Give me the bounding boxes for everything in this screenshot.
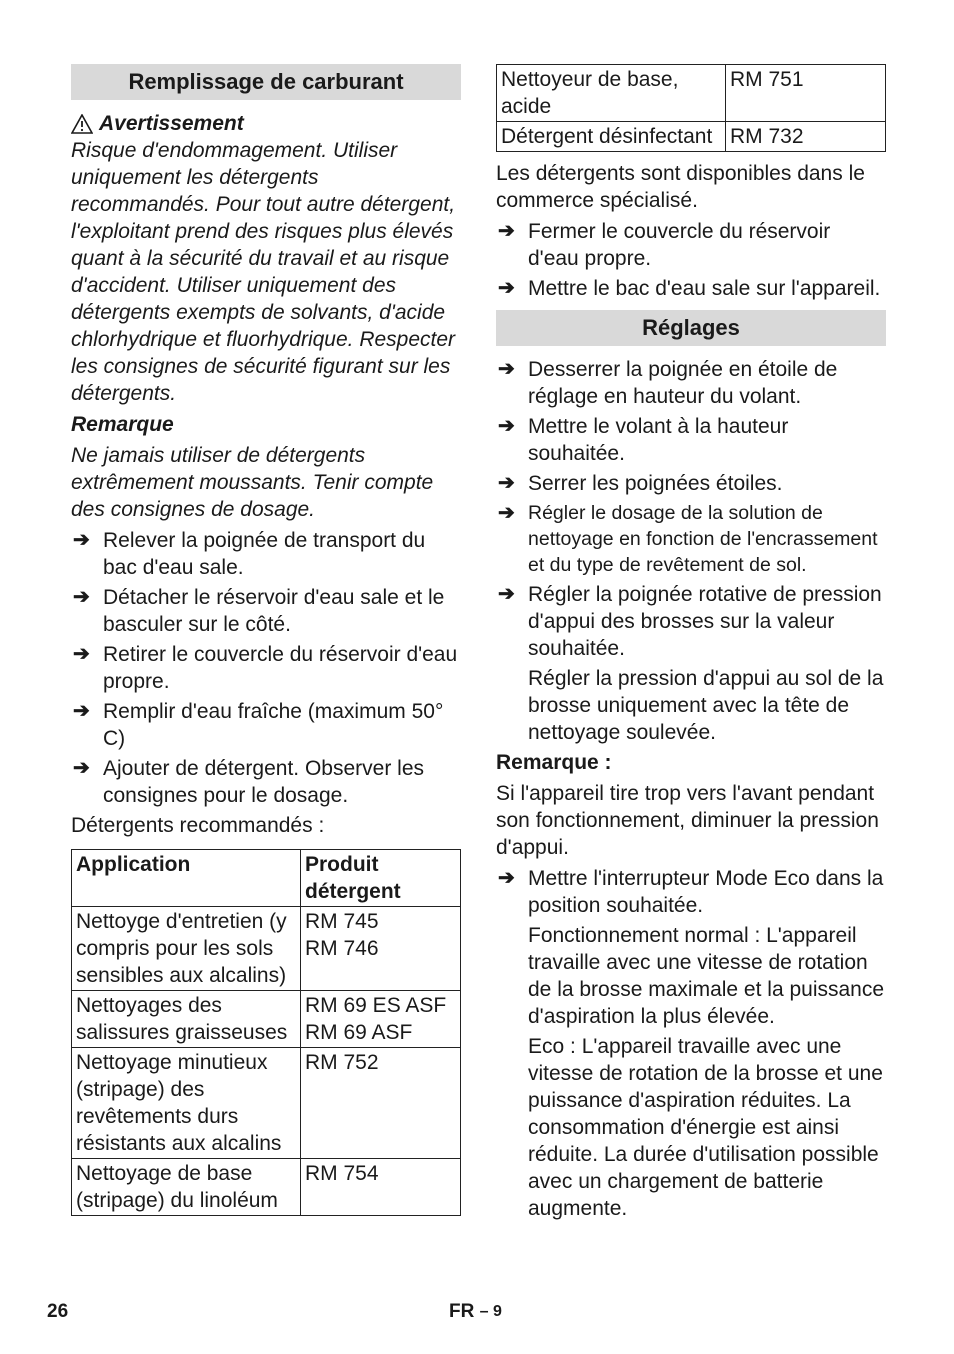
table-cell: RM 754 (301, 1159, 461, 1216)
list-item: ➔ Fermer le couvercle du réservoir d'eau propre. (498, 220, 831, 270)
table-header-row (72, 850, 461, 907)
arrow-icon: ➔ (498, 277, 515, 299)
table-cell: RM 751 (726, 65, 886, 122)
table-cell: Nettoyages des salissures graisseuses (72, 991, 301, 1048)
table-row (72, 991, 461, 1048)
section-page-number: – 9 (479, 1303, 502, 1320)
list-item: ➔ Desserrer la poignée en étoile de réglage en hauteur du volant. (498, 358, 838, 408)
table-row (72, 1159, 461, 1216)
table-row (497, 122, 886, 152)
arrow-icon: ➔ (498, 502, 515, 524)
pressure-note: Régler la pression d'appui au sol de la brosse uniquement avec la tête de nettoyage soulevée. (528, 667, 884, 744)
list-item: ➔ Mettre le volant à la hauteur souhaitée. (498, 415, 789, 465)
settings-steps-list (496, 356, 886, 662)
arrow-icon: ➔ (73, 529, 90, 551)
list-item: ➔ Serrer les poignées étoiles. (498, 472, 783, 495)
list-item: ➔ Remplir d'eau fraîche (maximum 50° C) (73, 700, 444, 750)
table-cell: RM 69 ES ASF RM 69 ASF (301, 991, 461, 1048)
list-item: ➔ Mettre le bac d'eau sale sur l'appareil. (498, 277, 881, 300)
arrow-icon: ➔ (498, 867, 515, 889)
page-number: 26 (47, 1301, 69, 1322)
note-text: Si l'appareil tire trop vers l'avant pendant son fonctionnement, diminuer la pression d'appui. (496, 782, 879, 859)
list-item: ➔ Mettre l'interrupteur Mode Eco dans la position souhaitée. (498, 867, 884, 917)
table-cell: Nettoyage de base (stripage) du linoléum (72, 1159, 301, 1216)
arrow-icon: ➔ (498, 358, 515, 380)
table-cell: RM 752 (301, 1048, 461, 1159)
arrow-icon: ➔ (73, 757, 90, 779)
list-item: ➔ Relever la poignée de transport du bac d'eau sale. (73, 529, 426, 579)
detergent-table (71, 849, 461, 1216)
warning-title (71, 110, 461, 137)
table-header: Application (72, 850, 301, 907)
section-heading-settings: Réglages (496, 310, 886, 346)
warning-title-text: Avertissement (99, 112, 244, 135)
table-cell: Nettoyge d'entretien (y compris pour les sols sensibles aux alcalins) (72, 907, 301, 991)
arrow-icon: ➔ (498, 220, 515, 242)
eco-mode-text: Eco : L'appareil travaille avec une vitesse de rotation de la brosse et une puissance d'aspiration réduites. La consommation d'énergie est ainsi réduite. La durée d'utilisation possible avec un chargement de batterie augmente. (528, 1035, 883, 1220)
table-cell: Détergent désinfectant (497, 122, 726, 152)
arrow-icon: ➔ (498, 583, 515, 605)
table-cell: Nettoyage minutieux (stripage) des revêtements durs résistants aux alcalins (72, 1048, 301, 1159)
list-item: ➔ Détacher le réservoir d'eau sale et le basculer sur le côté. (73, 586, 445, 636)
table-cell: Nettoyeur de base, acide (497, 65, 726, 122)
note-title: Remarque : (496, 751, 612, 774)
language-code: FR (449, 1301, 475, 1322)
detergent-table-continued (496, 64, 886, 152)
note-text: Ne jamais utiliser de détergents extrêmement moussants. Tenir compte des consignes de dosage. (71, 444, 434, 521)
section-heading-fuel: Remplissage de carburant (71, 64, 461, 100)
table-cell: RM 732 (726, 122, 886, 152)
table-cell: RM 745 RM 746 (301, 907, 461, 991)
warning-icon (71, 114, 93, 134)
arrow-icon: ➔ (73, 700, 90, 722)
left-column (71, 64, 461, 1216)
eco-steps-list (496, 865, 886, 919)
table-row (72, 907, 461, 991)
arrow-icon: ➔ (498, 472, 515, 494)
arrow-icon: ➔ (73, 586, 90, 608)
note-title: Remarque (71, 413, 174, 436)
list-item: ➔ Régler le dosage de la solution de nettoyage en fonction de l'encrassement et du type de revêtement de sol. (498, 502, 878, 576)
table-header: Produit détergent (301, 850, 461, 907)
table-intro: Détergents recommandés : (71, 814, 325, 837)
closing-steps-list (496, 218, 886, 302)
availability-text: Les détergents sont disponibles dans le commerce spécialisé. (496, 162, 865, 212)
warning-text: Risque d'endommagement. Utiliser uniquement les détergents recommandés. Pour tout autre détergent, l'exploitant prend des risques plus élevés quant à la sécurité du travail et au risque d'accident. Utiliser uniquement des détergents exempts de solvants, d'acide chlorhydrique et fluorhydrique. Respecter les consignes de sécurité figurant sur les détergents. (71, 139, 456, 405)
right-column (496, 64, 886, 1225)
list-item: ➔ Retirer le couvercle du réservoir d'eau propre. (73, 643, 458, 693)
section-label (449, 1298, 502, 1325)
arrow-icon: ➔ (73, 643, 90, 665)
list-item: ➔ Régler la poignée rotative de pression d'appui des brosses sur la valeur souhaitée. (498, 583, 882, 660)
table-row (497, 65, 886, 122)
list-item: ➔ Ajouter de détergent. Observer les consignes pour le dosage. (73, 757, 425, 807)
fuel-steps-list (71, 527, 461, 809)
normal-mode-text: Fonctionnement normal : L'appareil travaille avec une vitesse de rotation de la brosse maximale et la puissance d'aspiration la plus élevée. (528, 924, 885, 1028)
arrow-icon: ➔ (498, 415, 515, 437)
table-row (72, 1048, 461, 1159)
